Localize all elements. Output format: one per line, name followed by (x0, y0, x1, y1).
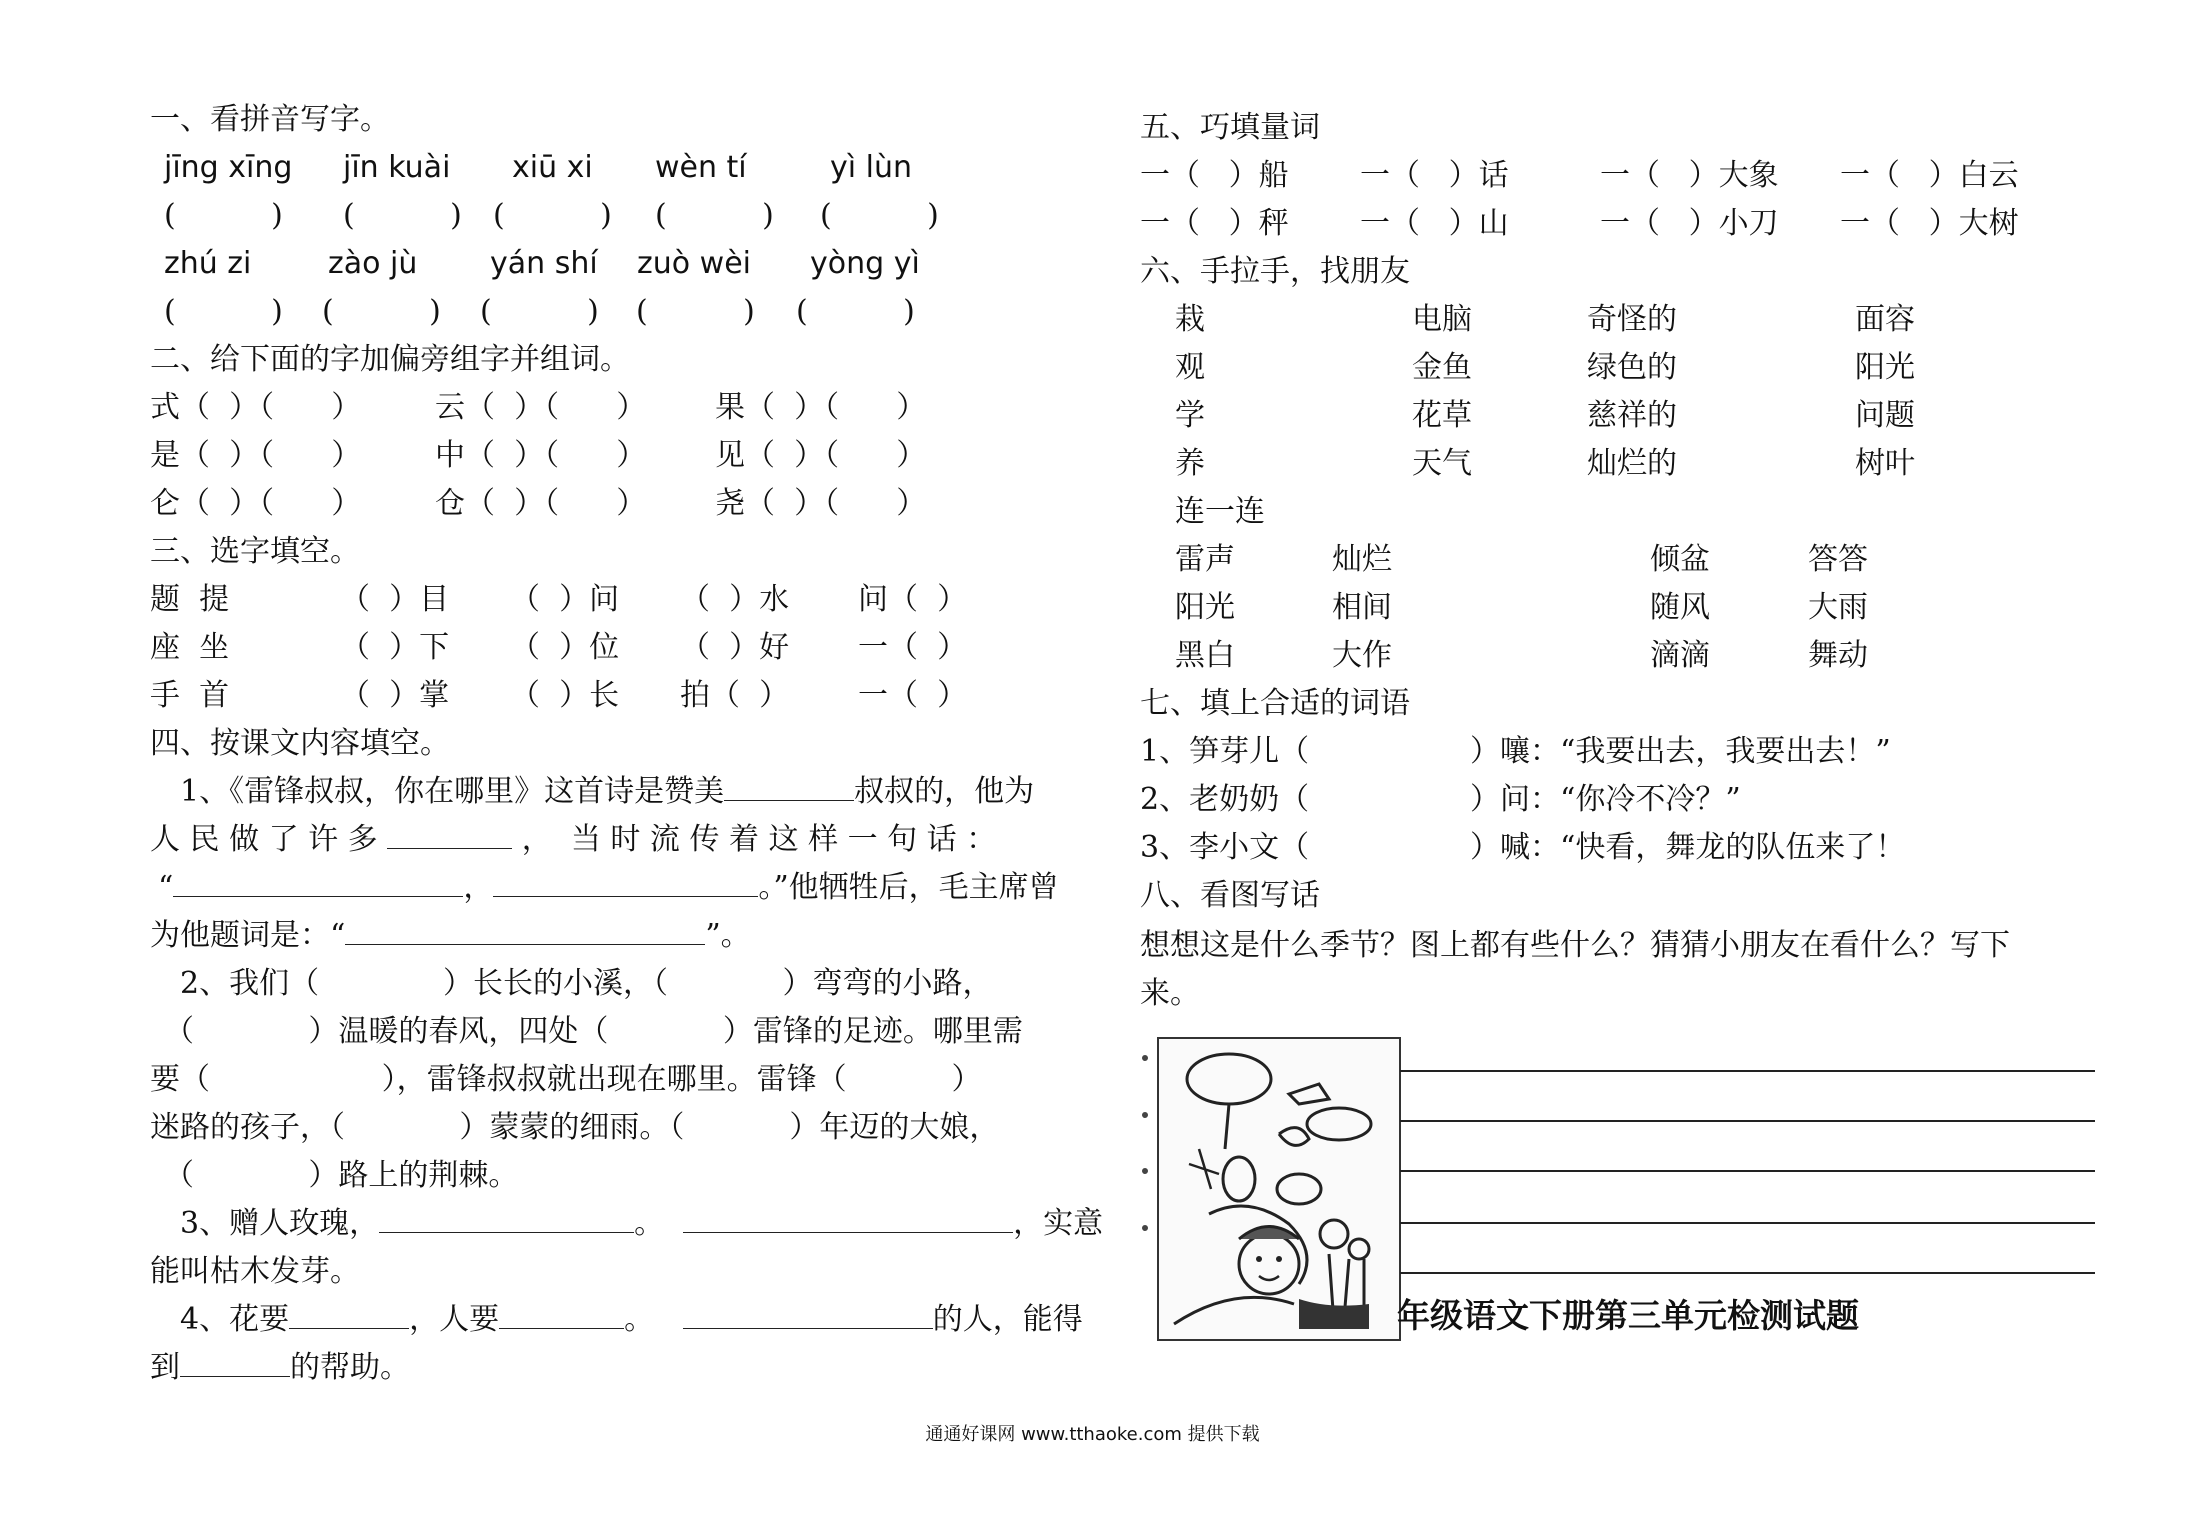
picture-prompt: 想想这是什么季节？图上都有些什么？猜猜小朋友在看什么？写下 (1140, 928, 2010, 963)
connect-subtitle: 连一连 (1175, 494, 1265, 529)
radical-item[interactable]: 是（ ）（ ） (150, 438, 362, 473)
section-2-title: 二、给下面的字加偏旁组字并组词。 (150, 342, 630, 377)
measure-blank[interactable]: 一（ ）大象 (1600, 158, 1779, 193)
illustration-svg (1159, 1039, 1399, 1339)
q4-line-2: 到 的帮助。 (150, 1350, 410, 1385)
radical-item[interactable]: 仓（ ）（ ） (435, 486, 647, 521)
q4-line-1: 4、花要 ，人要 。 的人，能得 (180, 1302, 1083, 1337)
writing-line[interactable] (1400, 1170, 2095, 1172)
choice-blank[interactable]: （ ）下 (340, 630, 450, 665)
choice-blank[interactable]: （ ）位 (510, 630, 620, 665)
pinyin-8: yán shí (490, 246, 598, 281)
connect-word[interactable]: 黑白 (1175, 638, 1235, 673)
section-4-title: 四、按课文内容填空。 (150, 726, 450, 761)
match-word[interactable]: 慈祥的 (1587, 398, 1677, 433)
connect-word[interactable]: 随风 (1650, 590, 1710, 625)
answer-paren[interactable]: ( ) (493, 198, 612, 233)
q2-line-2[interactable]: （ ）温暖的春风，四处（ ）雷锋的足迹。哪里需 (164, 1014, 1023, 1049)
match-word[interactable]: 树叶 (1855, 446, 1915, 481)
fill-blank[interactable] (493, 868, 758, 897)
q1-line-1: 1、《雷锋叔叔，你在哪里》这首诗是赞美 叔叔的，他为 (180, 774, 1035, 809)
answer-paren[interactable]: ( ) (164, 198, 283, 233)
connect-word[interactable]: 舞动 (1808, 638, 1868, 673)
radical-item[interactable]: 中（ ）（ ） (435, 438, 647, 473)
answer-paren[interactable]: ( ) (820, 198, 939, 233)
radical-item[interactable]: 式（ ）（ ） (150, 390, 362, 425)
pinyin-1: jīng xīng (164, 150, 293, 185)
measure-blank[interactable]: 一（ ）船 (1140, 158, 1289, 193)
match-word[interactable]: 养 (1175, 446, 1205, 481)
section-5-title: 五、巧填量词 (1140, 110, 1320, 145)
pinyin-5: yì lùn (830, 150, 912, 185)
choice-blank[interactable]: 一（ ） (858, 678, 968, 713)
fill-blank[interactable] (379, 1204, 634, 1233)
pinyin-6: zhú zi (164, 246, 252, 281)
connect-word[interactable]: 滴滴 (1650, 638, 1710, 673)
connect-word[interactable]: 大作 (1332, 638, 1392, 673)
phrase-right: ）喊：“快看，舞龙的队伍来了！ (1470, 830, 1906, 865)
connect-word[interactable]: 阳光 (1175, 590, 1235, 625)
choice-blank[interactable]: （ ）长 (510, 678, 620, 713)
match-word[interactable]: 阳光 (1855, 350, 1915, 385)
match-word[interactable]: 天气 (1412, 446, 1472, 481)
choice-blank[interactable]: （ ）掌 (340, 678, 450, 713)
pinyin-10: yòng yì (810, 246, 920, 281)
margin-dot (1142, 1168, 1148, 1174)
answer-paren[interactable]: ( ) (480, 294, 599, 329)
q1-line-4: 为他题词是：“ ”。 (150, 918, 751, 953)
q1-line-2: 人 民 做 了 许 多 ， 当 时 流 传 着 这 样 一 句 话 ： (150, 822, 997, 857)
fill-blank[interactable] (289, 1300, 409, 1329)
match-word[interactable]: 栽 (1175, 302, 1205, 337)
q2-line-3[interactable]: 要（ ），雷锋叔叔就出现在哪里。雷锋（ ） (150, 1062, 982, 1097)
pinyin-9: zuò wèi (637, 246, 751, 281)
pinyin-3: xiū xi (512, 150, 593, 185)
q2-line-4[interactable]: 迷路的孩子，（ ）蒙蒙的细雨。（ ）年迈的大娘， (150, 1110, 1000, 1145)
writing-line[interactable] (1400, 1222, 2095, 1224)
match-word[interactable]: 电脑 (1412, 302, 1472, 337)
footer-credit: 通通好课网 www.tthaoke.com 提供下载 (925, 1424, 1260, 1445)
choice-blank[interactable]: （ ）好 (680, 630, 790, 665)
match-word[interactable]: 面容 (1855, 302, 1915, 337)
answer-paren[interactable]: ( ) (164, 294, 283, 329)
q3-line-2: 能叫枯木发芽。 (150, 1254, 360, 1289)
fill-blank[interactable] (345, 916, 705, 945)
choice-blank[interactable]: 拍（ ） (680, 678, 790, 713)
document-title: 年级语文下册第三单元检测试题 (1397, 1296, 1859, 1335)
measure-blank[interactable]: 一（ ）小刀 (1600, 206, 1779, 241)
answer-paren[interactable]: ( ) (796, 294, 915, 329)
connect-word[interactable]: 大雨 (1808, 590, 1868, 625)
connect-word[interactable]: 相间 (1332, 590, 1392, 625)
phrase-left: 1、笋芽儿（ (1140, 734, 1310, 769)
phrase-right: ）问：“你冷不冷？” (1470, 782, 1741, 817)
match-word[interactable]: 花草 (1412, 398, 1472, 433)
spring-illustration (1157, 1037, 1401, 1341)
choice-pair: 座 坐 (150, 630, 230, 665)
answer-paren[interactable]: ( ) (655, 198, 774, 233)
writing-line[interactable] (1400, 1070, 2095, 1072)
section-7-title: 七、填上合适的词语 (1140, 686, 1410, 721)
fill-blank[interactable] (499, 1300, 624, 1329)
margin-dot (1142, 1055, 1148, 1061)
phrase-left: 2、老奶奶（ (1140, 782, 1310, 817)
measure-blank[interactable]: 一（ ）山 (1360, 206, 1509, 241)
measure-blank[interactable]: 一（ ）大树 (1840, 206, 2019, 241)
match-word[interactable]: 问题 (1855, 398, 1915, 433)
connect-word[interactable]: 倾盆 (1650, 542, 1710, 577)
radical-item[interactable]: 尧（ ）（ ） (715, 486, 927, 521)
choice-blank[interactable]: 一（ ） (858, 630, 968, 665)
phrase-right: ）嚷：“我要出去，我要出去！” (1470, 734, 1891, 769)
answer-paren[interactable]: ( ) (343, 198, 462, 233)
fill-blank[interactable] (173, 868, 463, 897)
answer-paren[interactable]: ( ) (322, 294, 441, 329)
radical-item[interactable]: 云（ ）（ ） (435, 390, 647, 425)
pinyin-2: jīn kuài (343, 150, 451, 185)
measure-blank[interactable]: 一（ ）白云 (1840, 158, 2019, 193)
margin-dot (1142, 1225, 1148, 1231)
margin-dot (1142, 1112, 1148, 1118)
q2-line-5[interactable]: （ ）路上的荆棘。 (164, 1158, 519, 1193)
q2-line-1[interactable]: 2、我们（ ）长长的小溪，（ ）弯弯的小路， (180, 966, 993, 1001)
section-3-title: 三、选字填空。 (150, 534, 360, 569)
choice-blank[interactable]: （ ）问 (510, 582, 620, 617)
match-word[interactable]: 绿色的 (1587, 350, 1677, 385)
pinyin-7: zào jù (328, 246, 418, 281)
pinyin-4: wèn tí (655, 150, 747, 185)
measure-blank[interactable]: 一（ ）秤 (1140, 206, 1289, 241)
match-word[interactable]: 学 (1175, 398, 1205, 433)
match-word[interactable]: 金鱼 (1412, 350, 1472, 385)
fill-blank[interactable] (724, 772, 854, 801)
q3-line-1: 3、赠人玫瑰， 。 ，实意 (180, 1206, 1104, 1241)
choice-pair: 手 首 (150, 678, 230, 713)
q1-line-3: “ ， 。”他牺牲后，毛主席曾 (158, 870, 1059, 905)
match-word[interactable]: 灿烂的 (1587, 446, 1677, 481)
picture-prompt-cont: 来。 (1140, 976, 1200, 1011)
writing-line[interactable] (1400, 1120, 2095, 1122)
writing-line[interactable] (1400, 1272, 2095, 1274)
match-word[interactable]: 观 (1175, 350, 1205, 385)
connect-word[interactable]: 答答 (1808, 542, 1868, 577)
fill-blank[interactable] (683, 1300, 933, 1329)
section-6-title: 六、手拉手，找朋友 (1140, 254, 1410, 289)
section-1-title: 一、看拼音写字。 (150, 102, 390, 137)
measure-blank[interactable]: 一（ ）话 (1360, 158, 1509, 193)
fill-blank[interactable] (180, 1348, 290, 1377)
section-8-title: 八、看图写话 (1140, 878, 1320, 913)
radical-item[interactable]: 见（ ）（ ） (715, 438, 927, 473)
radical-item[interactable]: 果（ ）（ ） (715, 390, 927, 425)
fill-blank[interactable] (387, 820, 512, 849)
phrase-left: 3、李小文（ (1140, 830, 1310, 865)
match-word[interactable]: 奇怪的 (1587, 302, 1677, 337)
connect-word[interactable]: 雷声 (1175, 542, 1235, 577)
answer-paren[interactable]: ( ) (636, 294, 755, 329)
choice-blank[interactable]: （ ）目 (340, 582, 450, 617)
radical-item[interactable]: 仑（ ）（ ） (150, 486, 362, 521)
choice-blank[interactable]: 问（ ） (858, 582, 968, 617)
fill-blank[interactable] (683, 1204, 1013, 1233)
connect-word[interactable]: 灿烂 (1332, 542, 1392, 577)
choice-pair: 题 提 (150, 582, 230, 617)
choice-blank[interactable]: （ ）水 (680, 582, 790, 617)
